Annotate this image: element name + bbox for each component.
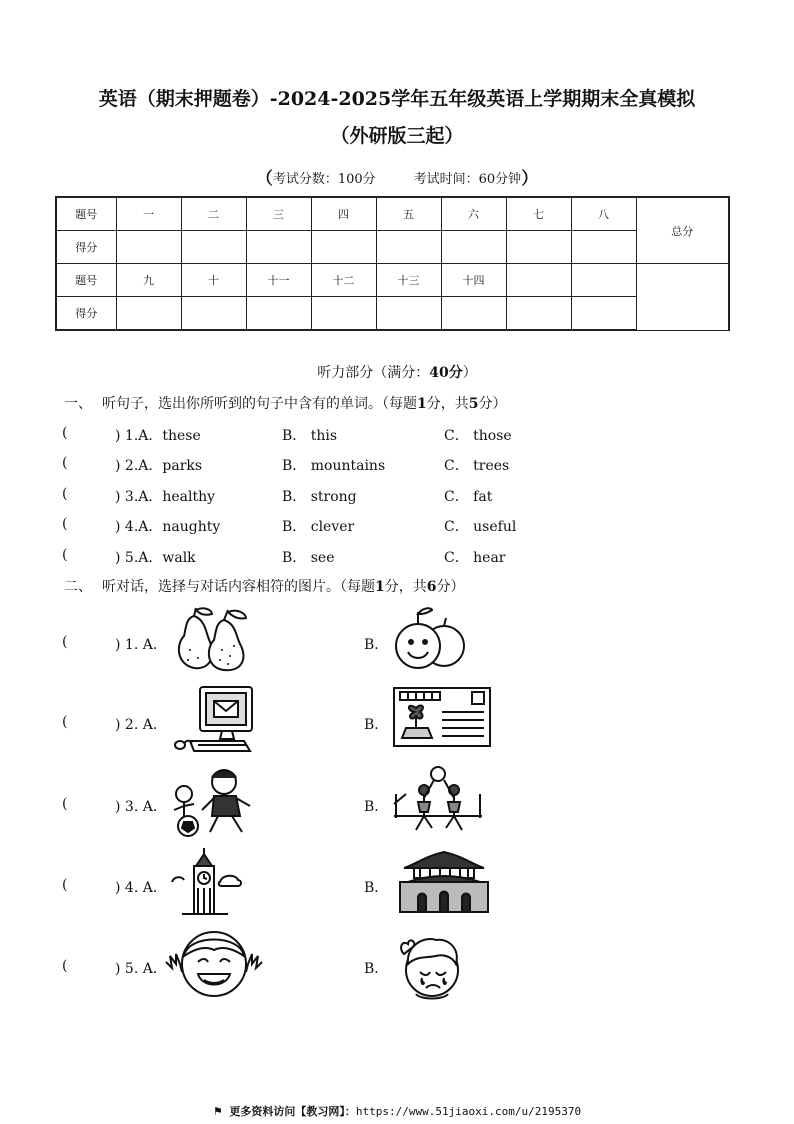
score-input-cell[interactable] [571,297,636,331]
option-a-label: ) 5. A． [115,961,167,977]
table-total-label: 总分 [636,197,729,264]
score-input-cell[interactable] [116,297,181,331]
section1-text-b: 分，共 [426,396,469,412]
table-header-cell: 二 [181,197,246,231]
option-b: B． see [282,550,335,566]
girls-volleyball-picture[interactable] [392,764,484,838]
option-a-label: ) 4. A． [115,880,167,896]
table-header-cell: 十四 [441,264,506,297]
footer [0,1103,794,1119]
option-c: C． hear [444,550,506,566]
option-a: ) 1.A．these [115,428,201,444]
table-label-question: 题号 [56,264,116,297]
score-input-cell[interactable] [181,297,246,331]
list-item [62,547,762,567]
computer-email-picture[interactable] [172,685,256,755]
section2-text-a: 听对话，选择与对话内容相符的图片。（每题 [102,579,375,595]
boys-football-picture[interactable] [170,766,262,838]
option-a: ) 4.A．naughty [115,519,221,535]
section2-bold1: 1 [375,579,385,595]
score-input-cell[interactable] [376,297,441,331]
listening-header-points: 40分 [429,365,463,381]
happy-boy-picture[interactable] [162,928,266,1000]
section2-instruction [64,576,465,596]
section1-bold2: 5 [468,396,479,412]
table-header-cell: 七 [506,197,571,231]
list-item [62,486,762,506]
score-input-cell[interactable] [246,297,311,331]
exam-subtitle: （外研版三起） [330,125,464,147]
score-input-cell[interactable] [571,231,636,264]
table-header-cell [506,264,571,297]
answer-blank[interactable]: ( [62,547,68,563]
option-a: ) 5.A．walk [115,550,196,566]
option-b-label: B． [364,799,389,815]
section2-number: 二、 [64,579,92,595]
postcard-picture[interactable] [392,686,492,748]
listening-section-header [0,362,794,382]
table-header-cell: 十二 [311,264,376,297]
option-b-label: B． [364,961,389,977]
option-b: B． strong [282,489,357,505]
tiananmen-picture[interactable] [396,850,492,914]
option-b-label: B． [364,717,389,733]
listening-header-close: ） [462,365,477,381]
total-score-cell[interactable] [636,264,729,331]
option-b-label: B． [364,880,389,896]
section1-text-a: 听句子，选出你所听到的句子中含有的单词。（每题 [102,396,417,412]
section2-bold2: 6 [426,579,437,595]
table-header-cell: 三 [246,197,311,231]
option-a-label: ) 2. A． [115,717,167,733]
answer-blank[interactable]: ( [62,796,68,812]
exam-score-total: 考试分数：100分 [272,172,376,187]
crying-girl-picture[interactable] [396,932,468,1004]
listening-header-text: 听力部分（满分： [317,365,430,381]
section1-number: 一、 [64,396,92,412]
option-b: B． clever [282,519,355,535]
table-header-cell: 十一 [246,264,311,297]
exam-time: 考试时间：60分钟 [413,172,522,187]
score-input-cell[interactable] [506,231,571,264]
score-table [55,196,730,331]
option-c: C． those [444,428,512,444]
exam-info [0,164,794,189]
list-item [62,455,762,475]
option-a-label: ) 1. A． [115,637,167,653]
score-input-cell[interactable] [311,297,376,331]
apples-picture[interactable] [392,604,468,672]
option-b-label: B． [364,637,389,653]
answer-blank[interactable]: ( [62,425,68,441]
table-header-cell: 一 [116,197,181,231]
table-header-cell: 九 [116,264,181,297]
score-input-cell[interactable] [181,231,246,264]
score-input-cell[interactable] [116,231,181,264]
table-header-cell: 四 [311,197,376,231]
footer-link[interactable]: https://www.51jiaoxi.com/u/2195370 [355,1105,582,1118]
answer-blank[interactable]: ( [62,486,68,502]
section1-instruction [64,393,507,413]
table-header-cell: 十三 [376,264,441,297]
score-input-cell[interactable] [376,231,441,264]
answer-blank[interactable]: ( [62,516,68,532]
score-input-cell[interactable] [441,297,506,331]
list-item [62,425,762,445]
table-header-cell: 六 [441,197,506,231]
score-input-cell[interactable] [246,231,311,264]
answer-blank[interactable]: ( [62,877,68,893]
table-header-cell: 八 [571,197,636,231]
option-b: B． this [282,428,338,444]
option-c: C． useful [444,519,517,535]
score-input-cell[interactable] [506,297,571,331]
option-c: C． trees [444,458,510,474]
score-input-cell[interactable] [311,231,376,264]
option-a: ) 3.A．healthy [115,489,216,505]
table-label-score: 得分 [56,297,116,331]
answer-blank[interactable]: ( [62,958,68,974]
pears-picture[interactable] [172,606,262,674]
option-a: ) 2.A．parks [115,458,203,474]
section2-text-c: 分） [436,579,465,595]
answer-blank[interactable]: ( [62,455,68,471]
big-ben-picture[interactable] [168,846,244,916]
option-c: C． fat [444,489,493,505]
answer-blank[interactable]: ( [62,634,68,650]
section2-text-b: 分，共 [384,579,427,595]
info-open-paren: （ [255,169,273,189]
section1-text-c: 分） [478,396,507,412]
list-item [62,516,762,536]
table-header-cell [571,264,636,297]
flag-icon: ⚑ [212,1105,223,1118]
section1-bold1: 1 [417,396,427,412]
footer-label: 更多资料访问【教习网】： [229,1105,356,1118]
table-label-question: 题号 [56,197,116,231]
option-b: B． mountains [282,458,386,474]
answer-blank[interactable]: ( [62,714,68,730]
score-input-cell[interactable] [441,231,506,264]
exam-title: 英语（期末押题卷）-2024-2025学年五年级英语上学期期末全真模拟 [98,88,696,110]
table-label-score: 得分 [56,231,116,264]
option-a-label: ) 3. A． [115,799,167,815]
info-close-paren: ） [521,169,539,189]
table-header-cell: 十 [181,264,246,297]
table-header-cell: 五 [376,197,441,231]
